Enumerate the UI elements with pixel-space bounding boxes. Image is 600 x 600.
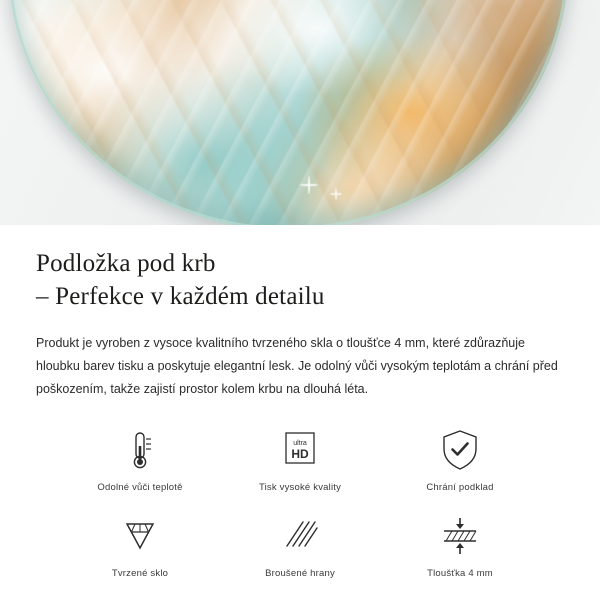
polished-edges-icon [277, 513, 323, 559]
shield-check-icon [439, 427, 481, 473]
feature-label: Tloušťka 4 mm [427, 567, 493, 579]
feature-grid [36, 427, 564, 579]
feature-item-print-quality [220, 427, 380, 493]
feature-label: Tisk vysoké kvality [258, 481, 342, 493]
feature-label: Chrání podklad [426, 481, 494, 493]
svg-text:HD: HD [291, 446, 309, 461]
feature-item-polished-edges [220, 513, 380, 579]
description-paragraph: Produkt je vyroben z vysoce kvalitního tvrzeného skla o tloušťce 4 mm, které zdůrazňuje hloubku barev tisku a poskytuje elegantní lesk. Je odolný vůči vysokým teplotám a chrání před poškozením, takže zajistí prostor kolem krbu na dlouhá léta. [36, 335, 558, 396]
content-block [0, 225, 600, 579]
thermometer-icon [120, 427, 160, 473]
thickness-arrows-icon [436, 513, 484, 559]
feature-label: Odolné vůči teplotě [97, 481, 183, 493]
page-title-line-1: Podložka pod krb [36, 250, 216, 277]
ultra-hd-icon [278, 427, 322, 473]
page-title-line-2: – Perfekce v každém detailu [36, 283, 325, 311]
diamond-icon [117, 513, 163, 559]
feature-item-thickness [380, 513, 540, 579]
page-title [36, 247, 564, 314]
round-glass-board [8, 0, 568, 225]
svg-text:ultra: ultra [293, 439, 307, 447]
feature-item-protection [380, 427, 540, 493]
feature-item-temperature [60, 427, 220, 493]
hero-image [0, 0, 600, 225]
feature-label: Tvrzené sklo [111, 567, 169, 579]
feature-item-tempered-glass [60, 513, 220, 579]
feature-label: Broušené hrany [265, 567, 335, 579]
